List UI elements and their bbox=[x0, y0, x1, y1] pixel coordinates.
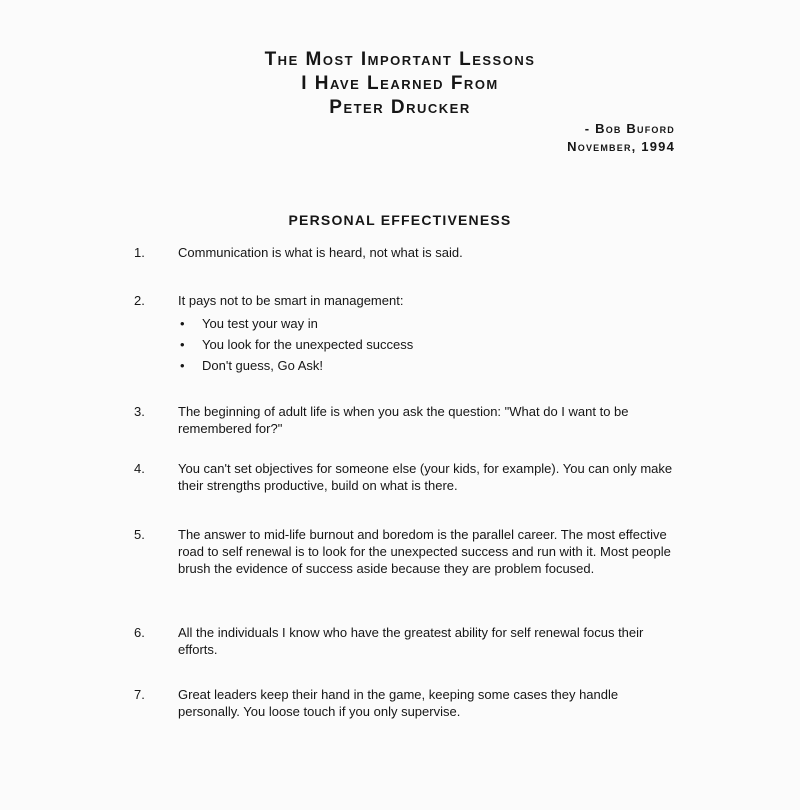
title-line-3: Peter Drucker bbox=[329, 97, 471, 118]
title-line-2: I Have Learned From bbox=[301, 73, 499, 94]
lesson-body bbox=[178, 292, 678, 376]
lesson-text: The answer to mid-life burnout and boredom is the parallel career. The most effective road to self renewal is to look for the unexpected success and run with it. Most people brush the evidence of success aside because they are problem focused. bbox=[178, 527, 671, 576]
bullet-text: Don't guess, Go Ask! bbox=[202, 358, 323, 373]
bullet-text: You look for the unexpected success bbox=[202, 337, 414, 352]
bullet-item bbox=[178, 355, 678, 376]
lesson-text: Great leaders keep their hand in the game, keeping some cases they handle personally. You loose touch if you only supervise. bbox=[178, 687, 619, 719]
bullet-item bbox=[178, 334, 678, 355]
lesson-number: 2. bbox=[134, 293, 145, 308]
byline-date: November, 1994 bbox=[567, 139, 675, 154]
lesson-text: You can't set objectives for someone else (your kids, for example). You can only make their strengths productive, build on what is there. bbox=[178, 461, 673, 493]
bullet-text: You test your way in bbox=[202, 316, 318, 331]
bullet-icon: • bbox=[180, 358, 185, 373]
title-line-1: The Most Important Lessons bbox=[264, 49, 536, 70]
lesson-number: 3. bbox=[134, 404, 145, 419]
bullet-icon: • bbox=[180, 316, 185, 331]
lesson-number: 5. bbox=[134, 527, 145, 542]
bullet-list bbox=[178, 313, 678, 376]
document-title bbox=[0, 48, 800, 120]
byline bbox=[567, 120, 675, 156]
bullet-item bbox=[178, 313, 678, 334]
lesson-number: 1. bbox=[134, 245, 145, 260]
bullet-icon: • bbox=[180, 337, 185, 352]
lesson-number: 7. bbox=[134, 687, 145, 702]
lesson-text: Communication is what is heard, not what is said. bbox=[178, 245, 463, 260]
lesson-number: 6. bbox=[134, 625, 145, 640]
byline-author: - Bob Buford bbox=[584, 121, 675, 136]
lesson-text: It pays not to be smart in management: bbox=[178, 293, 404, 308]
lesson-text: All the individuals I know who have the greatest ability for self renewal focus their efforts. bbox=[178, 625, 644, 657]
lesson-number: 4. bbox=[134, 461, 145, 476]
lesson-text: The beginning of adult life is when you ask the question: "What do I want to be remembered for?" bbox=[178, 404, 629, 436]
section-heading: PERSONAL EFFECTIVENESS bbox=[288, 212, 512, 228]
